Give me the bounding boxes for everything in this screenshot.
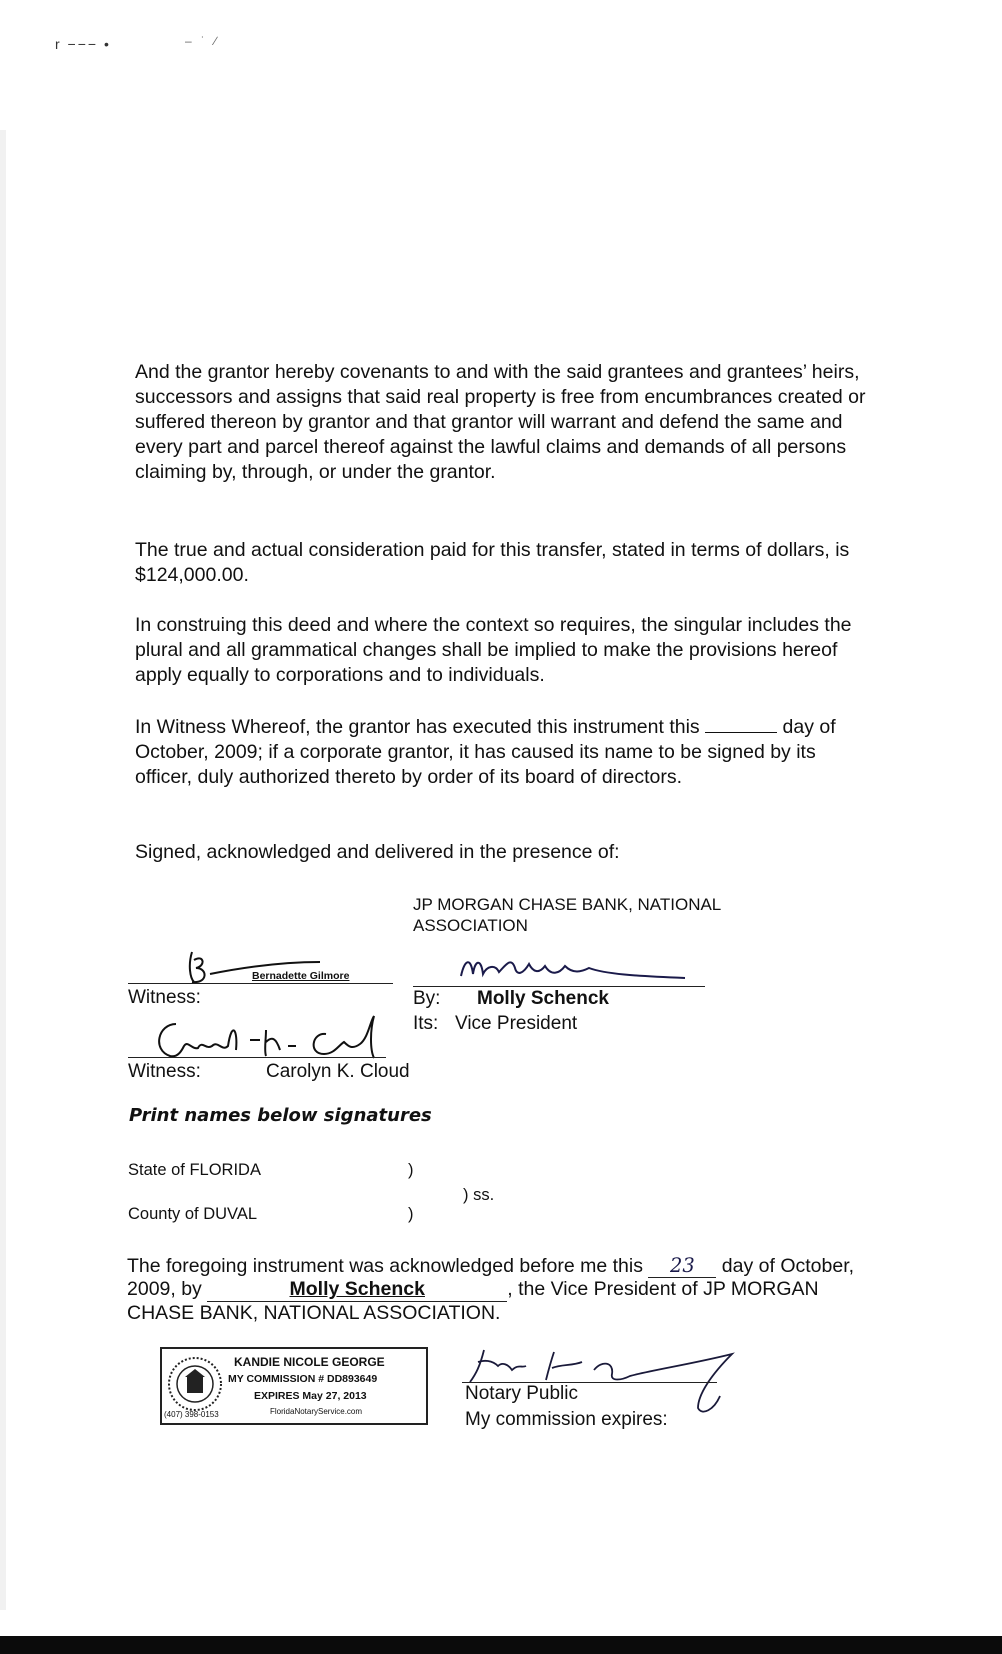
ack-text-2: day of October, 2009, by — [127, 1255, 855, 1300]
witness1-signature-line — [128, 983, 393, 984]
acknowledgment-paragraph — [127, 1254, 887, 1325]
witness2-printed-name: Carolyn K. Cloud — [266, 1061, 410, 1082]
consideration-paragraph: The true and actual consideration paid for this transfer, stated in terms of dollars, is $124,000.00. — [135, 539, 850, 586]
scan-edge-shadow — [0, 130, 6, 1610]
stamp-expires: EXPIRES May 27, 2013 — [254, 1390, 367, 1402]
witness1-label: Witness: — [128, 987, 201, 1008]
construction-paragraph: In construing this deed and where the context so requires, the singular includes the plural and all grammatical changes shall be implied to make the provisions hereof apply equally to corporations and to individuals. — [135, 614, 852, 686]
grantor-signature — [455, 948, 705, 988]
venue-county: County of DUVAL — [128, 1205, 258, 1223]
grantee-name: JP MORGAN CHASE BANK, NATIONAL ASSOCIATION — [413, 895, 721, 935]
notary-commission-expires: My commission expires: — [465, 1409, 668, 1430]
notary-stamp — [160, 1347, 428, 1425]
ack-officer: Molly Schenck — [207, 1278, 507, 1302]
state-seal-icon — [166, 1355, 224, 1413]
venue-ss: ) ss. — [463, 1186, 495, 1204]
stamp-website: FloridaNotaryService.com — [270, 1407, 363, 1416]
day-blank — [705, 714, 777, 733]
stamp-phone: (407) 398-0153 — [164, 1410, 219, 1419]
venue-paren: ) — [408, 1161, 414, 1179]
witness-whereof-end: day of October, 2009; if a corporate grantor, it has caused its name to be signed by its officer, duly authorized thereto by order of its board of directors. — [135, 716, 836, 788]
its-title: Vice President — [455, 1013, 578, 1034]
witness2-label: Witness: — [128, 1061, 201, 1082]
its-label: Its: — [413, 1013, 439, 1034]
covenant-paragraph: And the grantor hereby covenants to and with the said grantees and grantees’ heirs, successors and assigns that said real property is free from encumbrances created or suffered thereon by grantor and that grantor will warrant and defend the same and every part and parcel thereof against the lawful claims and demands of all persons claiming by, through, or under the grantor. — [135, 361, 866, 483]
witness2-signature-line — [128, 1057, 386, 1058]
print-names-note: Print names below signatures — [129, 1105, 432, 1126]
scan-mark: r −−− • — [55, 36, 111, 52]
notary-title: Notary Public — [465, 1383, 578, 1404]
witness1-printed-name: Bernadette Gilmore — [252, 970, 350, 982]
scan-mark: – ˙ ∕ — [185, 34, 220, 48]
witness-whereof-paragraph — [135, 714, 875, 790]
witness-whereof-start: In Witness Whereof, the grantor has executed this instrument this — [135, 716, 700, 738]
scan-bottom-border — [0, 1636, 1002, 1654]
venue-paren: ) — [408, 1205, 414, 1223]
stamp-name: KANDIE NICOLE GEORGE — [234, 1355, 385, 1369]
venue-state: State of FLORIDA — [128, 1161, 261, 1179]
by-signer-name: Molly Schenck — [477, 988, 609, 1009]
by-label: By: — [413, 988, 441, 1009]
ack-text-3: , the Vice President of JP MORGAN CHASE BANK, NATIONAL ASSOCIATION. — [127, 1278, 819, 1324]
signed-in-presence-paragraph: Signed, acknowledged and delivered in the presence of: — [135, 841, 620, 863]
ack-text-1: The foregoing instrument was acknowledged before me this — [127, 1255, 643, 1277]
grantor-signature-line — [413, 986, 705, 987]
notary-signature — [462, 1340, 782, 1420]
stamp-commission: MY COMMISSION # DD893649 — [228, 1373, 378, 1385]
ack-day: 23 — [648, 1254, 716, 1278]
